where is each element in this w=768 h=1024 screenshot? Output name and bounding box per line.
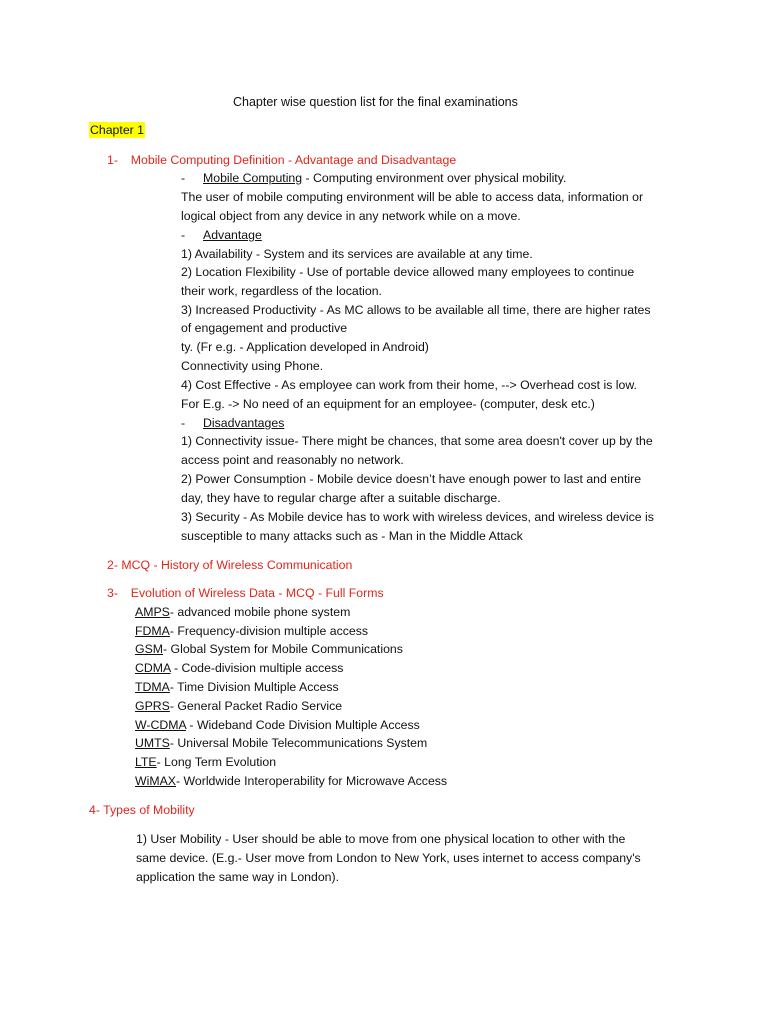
abbreviation: GPRS bbox=[135, 699, 170, 713]
list-item bbox=[135, 754, 276, 770]
list-item bbox=[135, 604, 350, 620]
full-form: - Code-division multiple access bbox=[170, 661, 344, 675]
text-line: access point and reasonably no network. bbox=[181, 453, 404, 467]
q3-title: Evolution of Wireless Data - MCQ - Full Forms bbox=[130, 586, 384, 600]
full-form: - General Packet Radio Service bbox=[169, 699, 343, 713]
text-line: For E.g. -> No need of an equipment for an employee- (computer, desk etc.) bbox=[181, 397, 595, 411]
full-form: - advanced mobile phone system bbox=[169, 605, 351, 619]
q1-heading bbox=[107, 152, 456, 168]
q3-number: 3- bbox=[107, 586, 118, 600]
list-item bbox=[135, 679, 339, 695]
text-line: same device. (E.g.- User move from London to New York, uses internet to access company's bbox=[136, 851, 641, 865]
abbreviation: LTE bbox=[135, 755, 157, 769]
text-line: their work, regardless of the location. bbox=[181, 284, 382, 298]
list-item bbox=[135, 623, 368, 639]
abbreviation: FDMA bbox=[135, 624, 170, 638]
bullet-dash: - bbox=[181, 416, 186, 430]
mc-definition: - Computing environment over physical mobility. bbox=[302, 171, 567, 185]
abbreviation: UMTS bbox=[135, 736, 170, 750]
full-form: - Universal Mobile Telecommunications System bbox=[169, 736, 428, 750]
full-form: - Wideband Code Division Multiple Access bbox=[186, 718, 420, 732]
text-line: ty. (Fr e.g. - Application developed in Android) bbox=[181, 340, 429, 354]
q4-heading: 4- Types of Mobility bbox=[89, 803, 195, 817]
text-line: 3) Security - As Mobile device has to work with wireless devices, and wireless device is bbox=[181, 510, 654, 524]
chapter-heading bbox=[89, 122, 145, 138]
full-form: - Time Division Multiple Access bbox=[169, 680, 339, 694]
text-line: 1) Availability - System and its services are available at any time. bbox=[181, 247, 533, 261]
text-line: 2) Power Consumption - Mobile device doesn’t have enough power to last and entire bbox=[181, 472, 642, 486]
q1-number: 1- bbox=[107, 153, 118, 167]
full-form: - Global System for Mobile Communications bbox=[163, 642, 403, 656]
text-line: 1) User Mobility - User should be able to move from one physical location to other with the bbox=[136, 832, 626, 846]
list-item bbox=[135, 641, 403, 657]
text-line: application the same way in London). bbox=[136, 870, 340, 884]
list-item bbox=[135, 660, 343, 676]
text-line: susceptible to many attacks such as - Man in the Middle Attack bbox=[181, 529, 523, 543]
full-form: - Worldwide Interoperability for Microwave Access bbox=[176, 774, 448, 788]
full-form: - Frequency-division multiple access bbox=[169, 624, 369, 638]
abbreviation: W-CDMA bbox=[135, 718, 187, 732]
q2-heading: 2- MCQ - History of Wireless Communication bbox=[107, 558, 353, 572]
chapter-label: Chapter 1 bbox=[90, 123, 145, 137]
q1-title: Mobile Computing Definition - Advantage and Disadvantage bbox=[130, 153, 457, 167]
full-form: - Long Term Evolution bbox=[156, 755, 277, 769]
text-line: of engagement and productive bbox=[181, 321, 348, 335]
abbreviation: GSM bbox=[135, 642, 164, 656]
advantage-label: Advantage bbox=[203, 228, 262, 242]
advantage-heading bbox=[181, 227, 262, 243]
text-line: The user of mobile computing environment will be able to access data, information or bbox=[181, 190, 644, 204]
q1-definition bbox=[181, 170, 566, 186]
list-item bbox=[135, 773, 447, 789]
bullet-dash: - bbox=[181, 228, 186, 242]
abbreviation: TDMA bbox=[135, 680, 170, 694]
q3-heading bbox=[107, 585, 384, 601]
text-line: logical object from any device in any network while on a move. bbox=[181, 209, 521, 223]
disadvantage-heading bbox=[181, 415, 284, 431]
list-item bbox=[135, 698, 342, 714]
mc-term: Mobile Computing bbox=[203, 171, 303, 185]
abbreviation: CDMA bbox=[135, 661, 171, 675]
text-line: 3) Increased Productivity - As MC allows to be available all time, there are higher rates bbox=[181, 303, 651, 317]
abbreviation: AMPS bbox=[135, 605, 170, 619]
list-item bbox=[135, 735, 427, 751]
disadvantage-label: Disadvantages bbox=[203, 416, 285, 430]
bullet-dash: - bbox=[181, 171, 186, 185]
text-line: 2) Location Flexibility - Use of portable device allowed many employees to continue bbox=[181, 265, 635, 279]
list-item bbox=[135, 717, 420, 733]
abbreviation: WiMAX bbox=[135, 774, 176, 788]
text-line: Connectivity using Phone. bbox=[181, 359, 324, 373]
text-line: 1) Connectivity issue- There might be chances, that some area doesn't cover up by the bbox=[181, 434, 653, 448]
text-line: day, they have to regular charge after a suitable discharge. bbox=[181, 491, 501, 505]
document-title: Chapter wise question list for the final examinations bbox=[233, 95, 518, 109]
text-line: 4) Cost Effective - As employee can work from their home, --> Overhead cost is low. bbox=[181, 378, 637, 392]
